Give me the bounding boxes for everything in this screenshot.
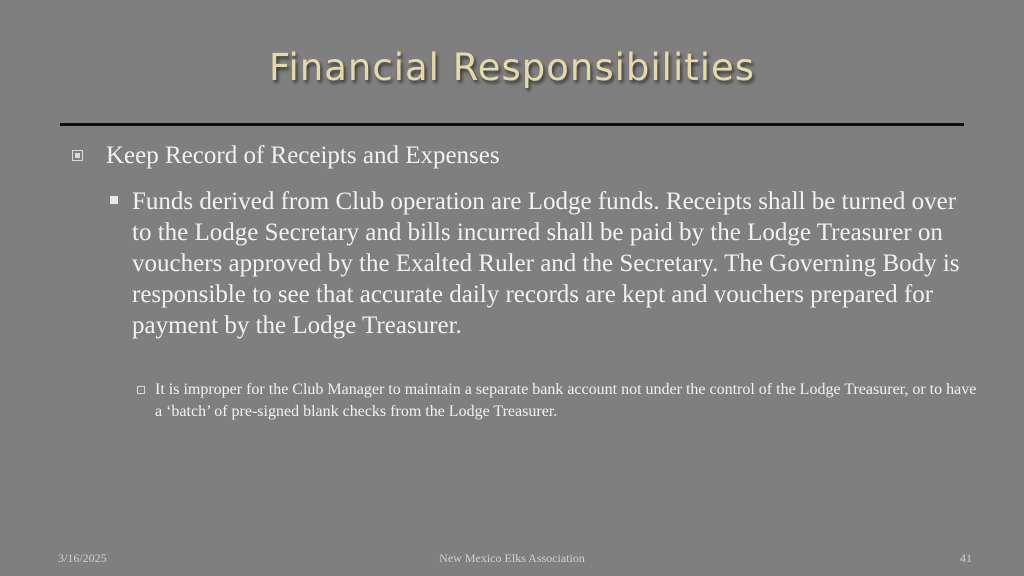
footer-page-number: 41 xyxy=(960,551,972,565)
bullet-level-1-text: Keep Record of Receipts and Expenses xyxy=(106,142,500,169)
slide-title: Financial Responsibilities xyxy=(268,46,756,89)
framed-square-bullet-icon xyxy=(72,141,106,171)
footer-date: 3/16/2025 xyxy=(58,551,107,565)
hollow-square-bullet-icon xyxy=(137,379,155,401)
bullet-level-2-text: Funds derived from Club operation are Lodge funds. Receipts shall be turned over to the Lodge Secretary and bills incurred shall be paid by the Lodge Treasurer on vouchers approved by the Exalted Ruler and the Secretary. The Governing Body is responsible to see that accurate daily records are kept and vouchers prepared for payment by the Lodge Treasurer. xyxy=(132,188,960,339)
footer-organization: New Mexico Elks Association xyxy=(439,551,585,565)
bullet-level-2 xyxy=(110,186,980,341)
title-divider xyxy=(60,123,964,126)
filled-square-bullet-icon xyxy=(110,186,132,217)
bullet-level-3 xyxy=(137,379,977,423)
bullet-level-3-text: It is improper for the Club Manager to maintain a separate bank account not under the control of the Lodge Treasurer, or to have a ‘batch’ of pre-signed blank checks from the Lodge Treasurer. xyxy=(155,381,977,420)
bullet-level-1 xyxy=(72,141,972,171)
